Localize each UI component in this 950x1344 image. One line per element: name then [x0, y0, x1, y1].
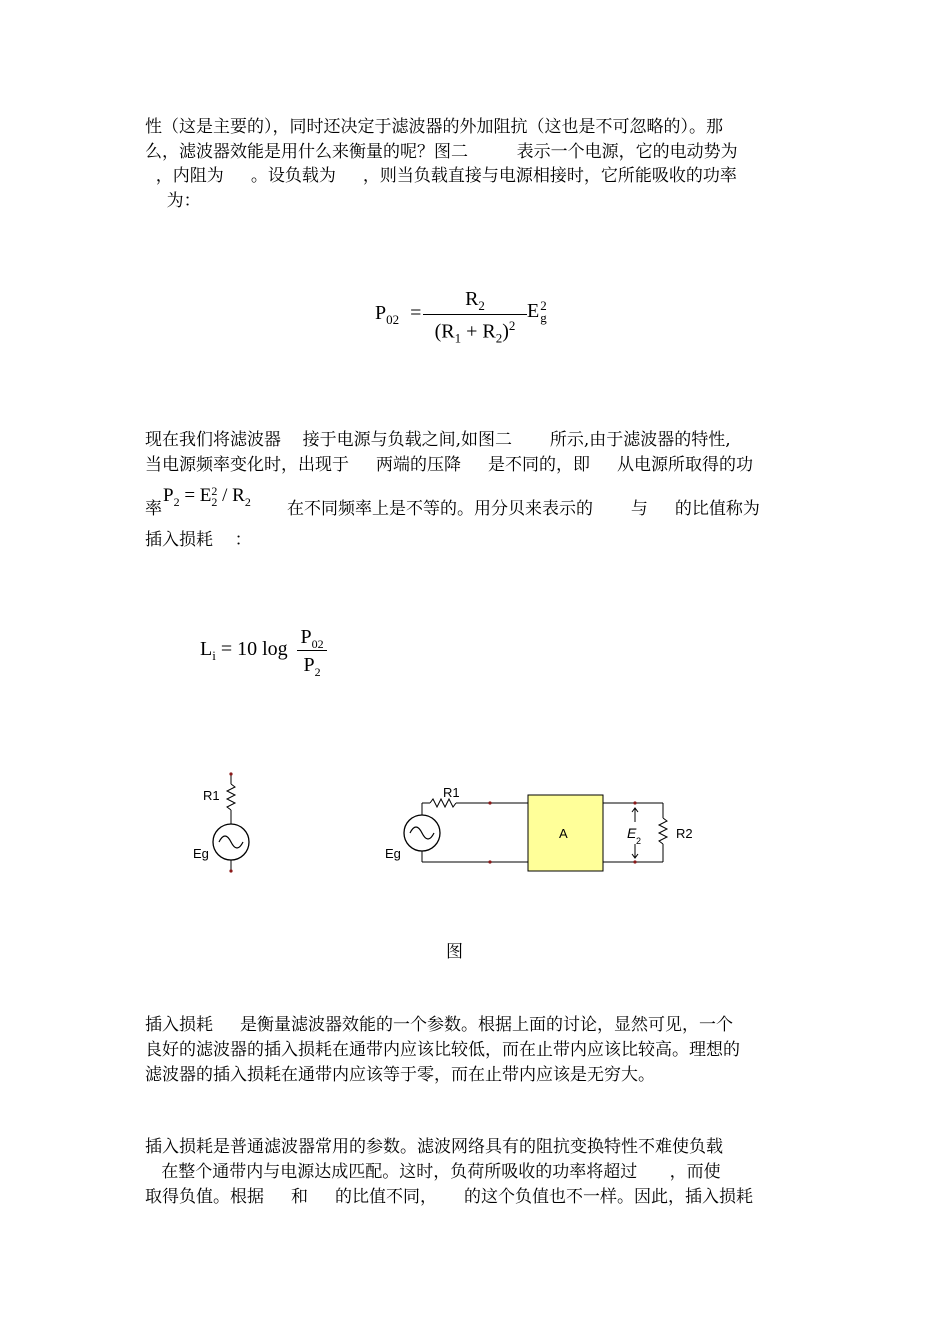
- left-eg-label: Eg: [193, 846, 209, 861]
- text-line: 现在我们将滤波器 接于电源与负载之间,如图二 所示,由于滤波器的特性,: [145, 430, 731, 450]
- inline-e-sub: 2: [211, 494, 218, 509]
- denominator-part: (R: [434, 320, 455, 343]
- tail-sub: g: [540, 310, 547, 326]
- left-top-terminal: [229, 772, 232, 775]
- right-sine-icon: [410, 827, 434, 839]
- text-line: 为：: [145, 191, 201, 211]
- li-denominator-sub: 2: [314, 665, 321, 679]
- inline-e-sup: 2: [211, 483, 218, 498]
- left-r1-resistor: [227, 784, 235, 810]
- li-denominator: P: [303, 654, 315, 676]
- text-line: 性（这是主要的），同时还决定于滤波器的外加阻抗（这也是不可忽略的）。那: [145, 117, 723, 137]
- text-line: ，内阻为 。设负载为 ，则当负载直接与电源相接时，它所能吸收的功率: [145, 166, 737, 186]
- filter-circuit-right: [385, 785, 693, 871]
- e2-label: E: [627, 825, 637, 841]
- text-line: 滤波器的插入损耗在通带内应该等于零，而在止带内应该是无穷大。: [145, 1065, 655, 1085]
- fraction-numerator: R: [465, 288, 479, 310]
- text-line: 在不同频率上是不等的。用分贝来表示的 与 的比值称为: [287, 499, 760, 519]
- denominator-sub1: 1: [454, 330, 462, 346]
- denominator-close: ): [502, 320, 509, 343]
- denominator-plus: + R: [461, 320, 496, 343]
- tail-sup: 2: [540, 298, 547, 314]
- right-r1-label: R1: [443, 785, 460, 800]
- formula-eq: =: [410, 302, 422, 324]
- left-sine-icon: [219, 836, 243, 848]
- text-line: 取得负值。根据 和 的比值不同， 的这个负值也不一样。因此，插入损耗: [145, 1187, 754, 1207]
- inline-p: P: [163, 485, 174, 506]
- output-terminal-top: [633, 801, 636, 804]
- li-fraction: [297, 626, 327, 680]
- circuit-figure: [0, 760, 950, 910]
- text-line: 在整个通带内与电源达成匹配。这时，负荷所吸收的功率将超过 ，而使: [145, 1162, 721, 1182]
- li-rhs: = 10 log: [215, 638, 288, 660]
- text-line: 插入损耗是普通滤波器常用的参数。滤波网络具有的阻抗变换特性不难使负载: [145, 1137, 723, 1157]
- e2-sub: 2: [636, 836, 642, 846]
- figure-caption: 图: [446, 942, 463, 962]
- text-line: 当电源频率变化时，出现于 两端的压降 是不同的，即 从电源所取得的功: [145, 455, 754, 475]
- inline-r-sub: 2: [244, 494, 251, 509]
- formula-lhs-sub: 02: [386, 312, 400, 327]
- text-line: 么，滤波器效能是用什么来衡量的呢？图二 表示一个电源，它的电动势为: [145, 142, 738, 162]
- inline-div: / R: [217, 485, 245, 506]
- text-line: 插入损耗 ：: [145, 530, 252, 550]
- li-numerator: P: [300, 626, 312, 648]
- left-bottom-terminal: [229, 869, 232, 872]
- r2-resistor: [659, 818, 667, 844]
- left-r1-label: R1: [203, 788, 220, 803]
- formula-tail: [527, 300, 547, 324]
- right-eg-label: Eg: [385, 846, 401, 861]
- numerator-sub: 2: [478, 298, 485, 313]
- filter-box-label: A: [559, 826, 568, 841]
- formula-lhs: P: [375, 302, 387, 324]
- denominator-sub2: 2: [495, 330, 503, 346]
- inline-formula-p2: [163, 485, 251, 510]
- tail-e: E: [527, 300, 540, 322]
- r2-label: R2: [676, 826, 693, 841]
- fraction-bar: [423, 314, 527, 315]
- input-terminal-bottom: [488, 860, 491, 863]
- input-terminal-top: [488, 801, 491, 804]
- right-r1-resistor: [430, 799, 456, 807]
- li-lhs: L: [200, 638, 213, 660]
- inline-p-sub: 2: [173, 494, 180, 509]
- source-circuit-left: [193, 772, 249, 872]
- inline-eq: = E: [179, 485, 212, 506]
- output-terminal-bottom: [633, 860, 636, 863]
- formula-fraction: [423, 288, 527, 347]
- text-line: 良好的滤波器的插入损耗在通带内应该比较低，而在止带内应该比较高。理想的: [145, 1040, 740, 1060]
- li-lhs-sub: i: [212, 648, 216, 663]
- li-numerator-sub: 02: [311, 637, 324, 651]
- text-line: 率: [145, 499, 162, 519]
- denominator-sup: 2: [508, 318, 516, 333]
- text-line: 插入损耗 是衡量滤波器效能的一个参数。根据上面的讨论，显然可见，一个: [145, 1015, 734, 1035]
